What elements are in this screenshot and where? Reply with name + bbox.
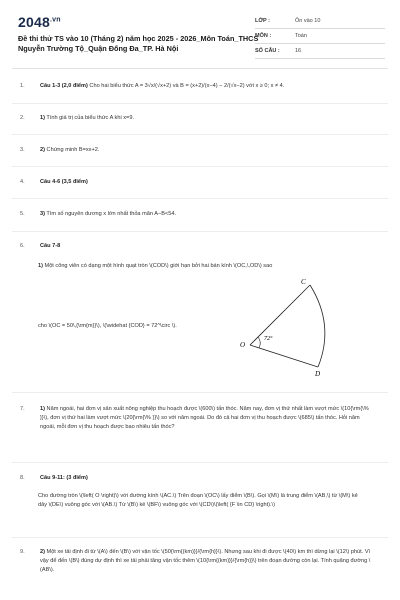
meta-row-count: SỐ CÂU : 16: [255, 44, 385, 59]
separator: [12, 231, 388, 232]
arc-cd: [310, 285, 325, 367]
question-4: 4. Câu 4-6 (3,5 điểm): [20, 179, 88, 185]
question-7: 7. 1) Năm ngoái, hai đơn vị sản xuất nông nghiệp thu hoạch được \(600\) tấn thóc. Năm nay, đơn vị thứ nhất làm vượt mức \(10{\rm{\% }}\), đơn vị thứ hai làm vượt mức \(20{\rm{\% }}\) so với năm ngoái. Do đó cả hai đơn vị thu hoạch được \(685\) tấn thóc. Hỏi năm ngoái, mỗi đơn vị thu hoạch được bao nhiêu tấn thóc?: [20, 406, 369, 430]
question-6-part-1-given: cho \(OC = 50\,{\rm{m}}\), \(\widehat {COD} = 72^\circ \).: [38, 323, 177, 329]
question-6-part-1: 1) Một công viên có dạng một hình quạt tròn \(COD\) giới hạn bởi hai bán kính \(OC,\,OD\) sao: [38, 263, 273, 269]
label-o: O: [240, 341, 246, 349]
separator: [12, 103, 388, 104]
separator: [12, 166, 388, 167]
question-3: 3. 2) Chứng minh B=xx+2.: [20, 147, 100, 153]
site-logo[interactable]: $2048^{.vn}$: [18, 14, 61, 30]
question-8-text: Cho đường tròn \(\left( O \right)\) với đường kính \(AC.\) Trên đoạn \(OC\) lấy điểm \(B\). Gọi \(M\) là trung điểm \(AB,\) từ \(M\) kẻ dây \(DE\) vuông góc với \(AB.\) Từ \(B\) kẻ \(BF\) vuông góc với \(CD\)\(\left( {F \in CD} \right).\): [38, 493, 358, 508]
meta-row-subject: MÔN : Toán: [255, 29, 385, 44]
separator: [12, 392, 388, 393]
separator: [12, 537, 388, 538]
exam-meta: [255, 14, 385, 59]
separator: [12, 462, 388, 463]
question-5: 5. 3) Tìm số nguyên dương x lớn nhất thỏa mãn A−B<54.: [20, 211, 176, 217]
radius-oc: [250, 285, 310, 345]
question-6: 6. Câu 7-8: [20, 243, 61, 249]
label-angle: 72°: [264, 336, 273, 342]
angle-mark: [258, 337, 260, 348]
question-1: 1. Câu 1-3 (2,0 điểm) Cho hai biểu thức A = 3√x/(√x+2) và B = (x+2)/(x−4) − 2/(√x−2) với x ≥ 0; x ≠ 4.: [20, 83, 285, 89]
question-2: 2. 1) Tính giá trị của biểu thức A khi x=9.: [20, 115, 134, 121]
question-9: 9. 2) Một xe tải định đi từ \(A\) đến \(B\) với vận tốc \(50{\rm{(km)}}/{\rm{h}}\). Nhưng sau khi đi được \(40\) km thì dừng lại \(12\) phút. Vì vậy để đến \(B\) đúng dự định thì xe tải phải tăng vận tốc thêm \(10{\rm{(km)}}/{\rm{h}}\) trên đoạn đường còn lại. Tính quãng đường \(AB\).: [20, 549, 371, 573]
label-d: D: [315, 370, 321, 378]
separator: [12, 134, 388, 135]
question-8: 8. Câu 9-11: (3 điểm): [20, 475, 88, 481]
exam-title: Đề thi thử TS vào 10 (Tháng 2) năm học 2025 - 2026_Môn Toán_THCS Nguyễn Trường Tộ_Quận Đống Đa_TP. Hà Nội: [18, 34, 259, 53]
separator: [12, 198, 388, 199]
meta-row-class: LỚP : Ôn vào 10: [255, 14, 385, 29]
radius-od: [250, 345, 318, 367]
label-c: C: [301, 278, 306, 286]
header-divider: [12, 68, 388, 69]
sector-figure: [240, 275, 340, 385]
